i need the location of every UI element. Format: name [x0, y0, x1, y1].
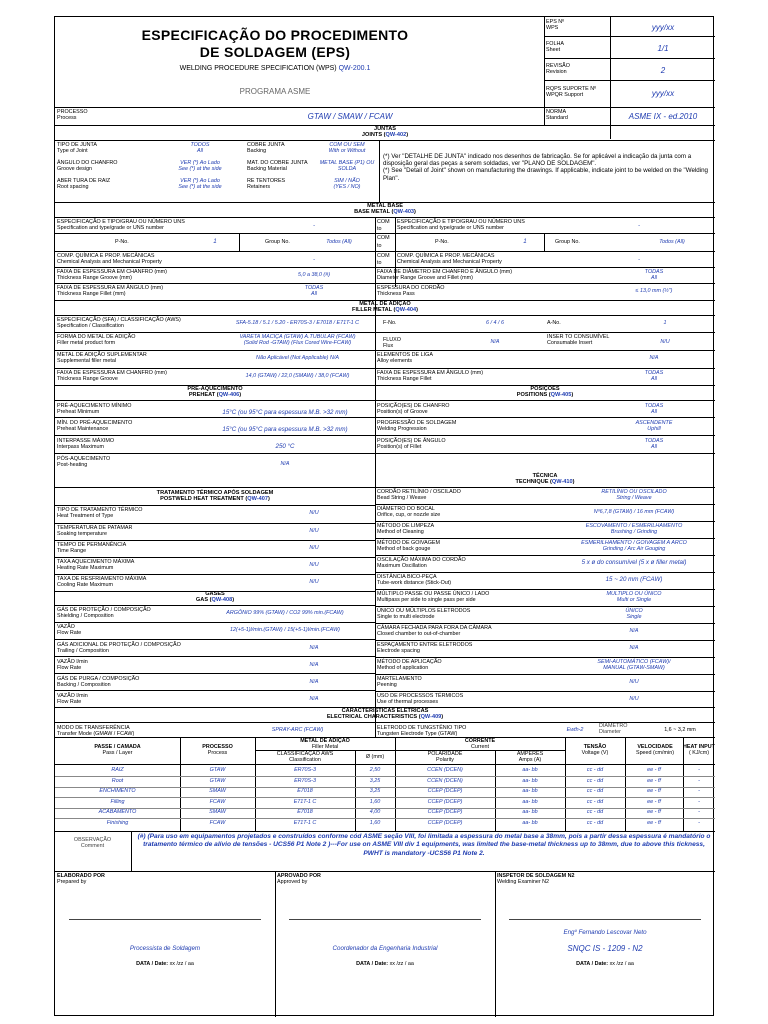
- heating-rate-label: TAXA AQUECIMENTO MÁXIMA Heating Rate Maximum: [57, 559, 135, 572]
- thermal-label: USO DE PROCESSOS TÉRMICOS Use of thermal processes: [377, 693, 464, 706]
- supplemental-label: METAL DE ADIÇÃO SUPLEMENTAR Supplemental filler metal: [57, 352, 147, 365]
- table-cell-pass: ACABAMENTO: [98, 809, 137, 815]
- table-cell-pol: CCEP (DCEP): [427, 798, 463, 805]
- joint-type-value: TODOS All: [190, 142, 210, 155]
- to-label-2: to: [377, 243, 382, 249]
- col-pass: PASSE / CAMADA Pass / Layer: [94, 744, 141, 757]
- bead-value: RETILÍNIO OU OSCILADO String / Weave: [601, 489, 667, 502]
- table-cell-amp: aa- bb: [522, 798, 538, 805]
- supplemental-value: Não Aplicável (Not Applicable) N/A: [256, 355, 339, 361]
- base-comp-value: -: [313, 257, 315, 263]
- table-cell-volt: cc - dd: [586, 809, 604, 815]
- multipass-value: MULTIPLO OU ÚNICO Multi or Single: [606, 591, 662, 604]
- table-cell-pol: CCEP (DCEP): [427, 819, 463, 826]
- base-groove-range-label: FAIXA DE ESPESSURA EM CHANFRO (mm) Thickness Range Groove (mm): [57, 269, 167, 282]
- observation-label: OBSERVAÇÃO Comment: [73, 837, 112, 850]
- peening-label: MARTELAMENTO Peening: [377, 676, 422, 689]
- chamber-label: CÂMARA FECHADA PARA FORA DA CÂMARA Closed chamber to out-of-chamber: [377, 625, 492, 638]
- standard-value: ASME IX - ed.2010: [628, 112, 698, 121]
- pass-thickness-label: ESPESSURA DO CORDÃO Thickness Pass: [377, 285, 445, 298]
- table-cell-amp: aa- bb: [522, 819, 538, 826]
- progression-value: ASCENDENTE Uphill: [635, 420, 673, 433]
- group-label: Group No.: [265, 239, 290, 245]
- approved-role: Coordenador da Engenharia Industrial: [332, 945, 438, 952]
- insert-label: INSER TO CONSUMÍVEL Consumable Insert: [547, 334, 610, 347]
- filler-form-label: FORMA DO METAL DE ADIÇÃO Filler metal product form: [57, 334, 136, 347]
- base-spec-value: -: [313, 223, 315, 229]
- oscillation-value: 5 x ø do consumível (5 x ø filler metal): [581, 559, 687, 566]
- root-spacing-value: VER (*) Ao Lado See (*) at the side: [178, 178, 222, 191]
- examiner-cert: SNQC IS - 1209 - N2: [567, 944, 643, 953]
- group2-label: Group No.: [555, 239, 580, 245]
- table-cell-diam: 2,50: [369, 767, 381, 773]
- groove-design-value: VER (*) Ao Lado See (*) at the side: [178, 160, 222, 173]
- shielding-value: ARGÔNIO 99% (GTAW) / CO2 99% min.(FCAW): [226, 610, 344, 616]
- groove-position-value: TODAS All: [644, 403, 664, 416]
- group2-value: Todos (All): [659, 239, 685, 245]
- table-cell-cls: E7018: [297, 809, 313, 815]
- joints-section-title: JUNTAS JOINTS (QW-402): [361, 126, 409, 139]
- transfer-mode-value: SPRAY-ARC (FCAW): [271, 727, 324, 733]
- table-cell-volt: cc - dd: [586, 767, 604, 773]
- backing-material-value: METAL BASE (P1) OU SOLDA: [319, 160, 375, 173]
- pno-value: 1: [213, 238, 217, 245]
- tungsten-value: Ewth-2: [566, 727, 584, 733]
- table-cell-speed: ee - ff: [647, 798, 661, 805]
- table-cell-volt: cc - dd: [586, 819, 604, 826]
- electrical-section-title: CARACTERÍSTICAS ELÉTRICAS ELECTRICAL CHARACTERISTICS (QW-409): [326, 708, 444, 721]
- pwht-type-value: N/U: [309, 510, 319, 516]
- heating-rate-value: N/U: [309, 562, 319, 568]
- backing-flow-label: VAZÃO l/min Flow Rate: [57, 693, 88, 706]
- process-value: GTAW / SMAW / FCAW: [307, 112, 393, 121]
- postheat-value: N/A: [280, 461, 290, 467]
- table-cell-volt: cc - dd: [586, 777, 604, 784]
- pwht-type-label: TIPO DE TRATAMENTO TÉRMICO Heat Treatment of Type: [57, 507, 143, 520]
- chamber-value: N/A: [629, 628, 639, 634]
- table-cell-amp: aa- bb: [522, 788, 538, 794]
- pwht-section-title: TRATAMENTO TÉRMICO APÓS SOLDAGEM POSTWELD HEAT TREATMENT (QW-407): [156, 490, 274, 503]
- filler-fillet-range-label: FAIXA DE ESPESSURA EM ÂNGULO (mm) Thickness Range Fillet: [377, 370, 484, 383]
- flux-value: N/A: [490, 339, 500, 345]
- shielding-label: GÁS DE PROTEÇÃO / COMPOSIÇÃO Shielding / Composition: [57, 607, 151, 620]
- application-label: MÉTODO DE APLICAÇÃO Method of application: [377, 659, 442, 672]
- progression-label: PROGRESSÃO DE SOLDAGEM Welding Progression: [377, 420, 457, 433]
- table-cell-pass: Finishing: [106, 819, 129, 826]
- table-cell-diam: 1,60: [369, 798, 381, 805]
- preheat-maint-value: 15°C (ou 95°C para espessura M.B. >32 mm): [222, 426, 348, 433]
- base-fillet-range-value: TODAS All: [304, 285, 324, 298]
- stickout-value: 15 ~ 20 mm (FCAW): [605, 576, 663, 583]
- alloy-value: N/A: [649, 355, 659, 361]
- eps-value: yyy/xx: [651, 23, 675, 32]
- table-cell-speed: ee - ff: [647, 809, 661, 815]
- examiner-date: DATA / Date: xx /zz / aa: [576, 961, 634, 967]
- examiner-signature-line[interactable]: [509, 919, 701, 920]
- table-cell-pass: ENCHIMENTO: [99, 788, 136, 794]
- table-cell-pol: CCEN (DCEN): [427, 767, 463, 773]
- group-value: Todos (All): [326, 239, 352, 245]
- soaking-temp-label: TEMPERATURA DE PATAMAR Soaking temperature: [57, 525, 133, 538]
- table-cell-cls: ER70S-3: [294, 777, 316, 784]
- eps-label: EPS Nº WPS: [546, 19, 565, 32]
- table-cell-proc: GTAW: [209, 777, 226, 784]
- flow-rate-value: 12(+5-1)l/min.(GTAW) / 15(+5-1)l/min.(FCAW): [230, 627, 340, 633]
- examiner-label: INSPETOR DE SOLDAGEM N2 Welding Examiner N2: [497, 873, 575, 886]
- application-value: SEMI-AUTOMÁTICO (FCAW)/ MANUAL (GTAW-SMAW): [597, 659, 671, 672]
- flux-label: FLUXO Flux: [383, 337, 401, 350]
- com-label-2: COM: [377, 235, 390, 241]
- nozzle-value: Nº6,7,8 (GTAW) / 16 mm (FCAW): [593, 509, 675, 515]
- preheat-min-label: PRÉ-AQUECIMENTO MÍNIMO Preheat Minimum: [57, 403, 132, 416]
- table-cell-volt: cc - dd: [586, 798, 604, 805]
- preheat-section-title: PRÉ-AQUECIMENTO PREHEAT (QW-406): [187, 386, 243, 399]
- cleaning-label: MÉTODO DE LIMPEZA Method of Cleaning: [377, 523, 435, 536]
- nozzle-label: DIÂMETRO DO BOCAL Orifice, cup, or nozzle size: [377, 506, 441, 519]
- form-subtitle: WELDING PROCEDURE SPECIFICATION (WPS) QW-200.1: [179, 65, 371, 72]
- root-spacing-label: ABER TURA DE RAIZ Root spacing: [57, 178, 111, 191]
- table-cell-cls: ER70S-3: [294, 767, 316, 773]
- filler-groove-range-label: FAIXA DE ESPESSURA EM CHANFRO (mm) Thickness Range Groove: [57, 370, 167, 383]
- table-cell-proc: FCAW: [209, 798, 226, 805]
- pno-label: P-No.: [115, 239, 129, 245]
- time-range-value: N/U: [309, 545, 319, 551]
- table-cell-proc: SMAW: [209, 809, 226, 815]
- table-cell-amp: aa- bb: [522, 809, 538, 815]
- com-label-3: COM: [377, 253, 390, 259]
- retainers-value: SIM / NÃO (YES / NO): [333, 178, 361, 191]
- backing-flow-value: N/A: [309, 696, 319, 702]
- ano-value: 1: [663, 320, 667, 326]
- program-label: PROGRAMA ASME: [239, 87, 311, 96]
- table-cell-speed: ee - ff: [647, 788, 661, 794]
- sheet-label: FOLHA Sheet: [546, 41, 564, 54]
- prepared-signature-line[interactable]: [69, 919, 261, 920]
- backing-material-label: MAT. DO COBRE JUNTA Backing Material: [247, 160, 308, 173]
- postheat-label: PÓS-AQUECIMENTO Post-heating: [57, 456, 111, 469]
- table-cell-heat: -: [698, 809, 700, 815]
- pno2-label: P-No.: [435, 239, 449, 245]
- cooling-rate-label: TAXA DE RESFRIAMENTO MÁXIMA Cooling Rate Maximum: [57, 576, 147, 589]
- peening-value: N/U: [629, 679, 639, 685]
- com-label: COM: [377, 219, 390, 225]
- tungsten-label: ELETRODO DE TUNGSTÊNIO TIPO Tungsten Electrode Type (GTAW): [377, 725, 467, 738]
- table-cell-amp: aa- bb: [522, 777, 538, 784]
- table-cell-cls: E71T-1 C: [293, 819, 317, 826]
- col-diameter: Ø (mm): [365, 754, 385, 760]
- oscillation-label: OSCILAÇÃO MÁXIMA DO CORDÃO Maximum Oscillation: [377, 557, 466, 570]
- filler-fillet-range-value: TODAS All: [644, 370, 664, 383]
- base-fillet-range-label: FAIXA DE ESPESSURA EM ÂNGULO (mm) Thickness Range Fillet (mm): [57, 285, 164, 298]
- pno2-value: 1: [523, 238, 527, 245]
- spacing-label: ESPAÇAMENTO ENTRE ELETRODOS Electrode spacing: [377, 642, 473, 655]
- table-cell-diam: 3,25: [369, 777, 381, 784]
- base-comp2-value: -: [638, 257, 640, 263]
- table-cell-proc: FCAW: [209, 819, 226, 826]
- wpqr-label: RQPS SUPORTE Nº WPQR Support: [546, 86, 597, 99]
- col-polarity: POLARIDADE Polarity: [427, 751, 463, 764]
- joint-type-label: TIPO DE JUNTA Type of Joint: [57, 142, 98, 155]
- stickout-label: DISTÂNCIA BICO-PEÇA Tube-work distance (Stick-Out): [377, 574, 452, 587]
- trailing-flow-label: VAZÃO l/min Flow Rate: [57, 659, 88, 672]
- filler-spec-label: ESPECIFICAÇÃO (SFA) / CLASSIFICAÇÃO (AWS) Specification / Classification: [57, 317, 181, 330]
- base-groove-range-value: 5,0 a 38,0 (#): [297, 272, 331, 278]
- col-current: CORRENTE Current: [464, 738, 496, 751]
- multipass-label: MÚLTIPLO PASSE OU PASSE ÚNICO / LADO Multipass per side to single pass per side: [377, 591, 490, 604]
- preheat-maint-label: MÍN. DO PRÉ-AQUECIMENTO Preheat Maintenance: [57, 420, 133, 433]
- table-cell-pol: CCEN (DCEN): [427, 777, 463, 784]
- revision-label: REVISÃO Revision: [546, 63, 570, 76]
- table-cell-heat: -: [698, 819, 700, 826]
- wpqr-value: yyy/xx: [651, 89, 675, 98]
- cleaning-value: ESCOVAMENTO / ESMERILHAMENTO Brushing / Grinding: [585, 523, 683, 536]
- table-cell-diam: 1,60: [369, 819, 381, 826]
- insert-value: N/U: [660, 339, 670, 345]
- col-heat-input: HEAT INPUT ( KJ/cm): [683, 744, 715, 757]
- base-spec2-label: ESPECIFICAÇÃO E TIPO/GRAU OU NÚMERO UNS Specification and type/grade or UNS number: [397, 219, 525, 232]
- alloy-label: ELEMENTOS DE LIGA Alloy elements: [377, 352, 433, 365]
- col-filler: METAL DE ADIÇÃO Filler Metal: [300, 738, 350, 751]
- backing-gas-label: GÁS DE PURGA / COMPOSIÇÃO Backing / Composition: [57, 676, 140, 689]
- backing-value: COM OU SEM With or Without: [328, 142, 366, 155]
- time-range-label: TEMPO DE PERMANÊNCIA Time Range: [57, 542, 127, 555]
- trailing-label: GÁS ADICIONAL DE PROTEÇÃO / COMPOSIÇÃO Trailing / Composition: [57, 642, 181, 655]
- fillet-position-value: TODAS All: [644, 438, 664, 451]
- form-title: ESPECIFICAÇÃO DO PROCEDIMENTO DE SOLDAGEM (EPS): [141, 27, 409, 60]
- wps-form: [54, 16, 714, 1016]
- revision-value: 2: [660, 66, 666, 75]
- to-label-3: to: [377, 260, 382, 266]
- process-label: PROCESSO Process: [57, 109, 88, 122]
- interpass-label: INTERPASSE MÁXIMO Interpass Maximum: [57, 438, 115, 451]
- sheet-value: 1/1: [657, 44, 669, 53]
- approved-label: APROVADO POR Approved by: [277, 873, 321, 886]
- base-comp2-label: COMP. QUÍMICA E PROP. MECÂNICAS Chemical Analysis and Mechanical Property: [397, 253, 502, 266]
- table-cell-pass: RAIZ: [111, 767, 124, 773]
- table-cell-cls: E71T-1 C: [293, 798, 317, 805]
- approved-date: DATA / Date: xx /zz / aa: [356, 961, 414, 967]
- col-process: PROCESSO Process: [202, 744, 233, 757]
- joint-note: (*) Ver "DETALHE DE JUNTA" indicado nos desenhos de fabricação. Se for aplicável a indicação da junta com a disposição geral das peças a serem soldadas, ver "PLANO DE SOLDAGEM". (*) See "Detail of Joint" shown on manufacturing the drawings. If applicable, indicate joint to be welded on the "Welding Plan".: [383, 153, 708, 182]
- base-metal-section-title: METAL BASE BASE METAL (QW-403): [354, 203, 416, 216]
- table-cell-pol: CCEP (DCEP): [427, 809, 463, 815]
- positions-section-title: POSIÇÕES POSITIONS (QW-405): [516, 386, 574, 399]
- col-voltage: TENSÃO Voltage (V): [581, 744, 609, 757]
- base-spec2-value: -: [638, 223, 640, 229]
- examiner-name: Engº Fernando Lescovar Neto: [563, 929, 647, 936]
- col-classification: CLASSIFICAÇÃO AWS Classification: [276, 751, 334, 764]
- diameter-range-label: FAIXA DE DIÂMETRO EM CHANFRO E ÂNGULO (mm) Diameter Range Groove and Fillet (mm): [377, 269, 513, 282]
- interpass-value: 250 °C: [275, 443, 295, 450]
- to-label: to: [377, 226, 382, 232]
- prepared-date: DATA / Date: xx /zz / aa: [136, 961, 194, 967]
- table-cell-pol: CCEP (DCEP): [427, 788, 463, 794]
- preheat-min-value: 15°C (ou 95°C para espessura M.B. >32 mm): [222, 409, 348, 416]
- gas-section-title: GASES GAS (QW-408): [195, 591, 235, 604]
- table-cell-pass: Root: [111, 777, 124, 784]
- table-cell-diam: 3,25: [369, 788, 381, 794]
- backgouge-label: MÉTODO DE GOIVAGEM Method of back gouge: [377, 540, 440, 553]
- filler-form-value: VARETA MACIÇA (GTAW) A.TUBULAR (FCAW) (Solid Rod -GTAW) (Flux Cored Wire-FCAW): [239, 334, 356, 347]
- backing-label: COBRE JUNTA Backing: [247, 142, 285, 155]
- trailing-value: N/A: [309, 645, 319, 651]
- col-amps: AMPÈRES Amps (A): [516, 751, 544, 764]
- table-cell-pass: Filling: [110, 798, 125, 805]
- groove-position-label: POSIÇÃO(ES) DE CHANFRO Position(s) of Groove: [377, 403, 450, 416]
- table-cell-cls: E7018: [297, 788, 313, 794]
- table-cell-volt: cc - dd: [586, 788, 604, 794]
- cooling-rate-value: N/U: [309, 579, 319, 585]
- fillet-position-label: POSIÇÃO(ES) DE ÂNGULO Position(s) of Fillet: [377, 438, 446, 451]
- table-cell-speed: ee - ff: [647, 767, 661, 773]
- transfer-mode-label: MODO DE TRANSFERÊNCIA Transfer Mode (GMAW / FCAW): [57, 725, 135, 738]
- prepared-label: ELABORADO POR Prepared by: [57, 873, 105, 886]
- fno-label: F-No.: [383, 320, 397, 326]
- bead-label: CORDÃO RETILÍNIO / OSCILADO Bead String / Weave: [377, 489, 461, 502]
- electrode-value: ÚNICO Single: [625, 608, 643, 621]
- retainers-label: RE TENTORES Retainers: [247, 178, 286, 191]
- table-cell-speed: ee - ff: [647, 777, 661, 784]
- filler-groove-range-value: 14,0 (GTAW) / 22,0 (SMAW) / 38,0 (FCAW): [245, 373, 350, 379]
- backgouge-value: ESMERILHAMENTO / GOIVAGEM A ARCO Grinding / Arc Air Gouging: [581, 540, 687, 553]
- table-cell-heat: -: [698, 767, 700, 773]
- col-speed: VELOCIDADE Speed (cm/min): [635, 744, 675, 757]
- thermal-value: N/U: [629, 696, 639, 702]
- base-comp-label: COMP. QUÍMICA E PROP. MECÂNICAS Chemical Analysis and Mechanical Property: [57, 253, 162, 266]
- table-cell-diam: 4,00: [369, 809, 381, 815]
- diameter-value: 1,6 ~ 3,2 mm: [664, 727, 696, 733]
- approved-signature-line[interactable]: [289, 919, 481, 920]
- flow-rate-label: VAZÃO Flow Rate: [57, 624, 82, 637]
- groove-design-label: ÂNGULO DO CHANFRO Groove design: [57, 160, 118, 173]
- soaking-temp-value: N/U: [309, 528, 319, 534]
- technique-section-title: TÉCNICA TECHNIQUE (QW-410): [515, 473, 575, 486]
- table-cell-proc: SMAW: [209, 788, 226, 794]
- fno-value: 6 / 4 / 6: [486, 320, 504, 326]
- table-cell-heat: -: [698, 788, 700, 794]
- ano-label: A-No.: [547, 320, 561, 326]
- standard-label: NORMA Standard: [546, 109, 568, 122]
- prepared-role: Processista de Soldagem: [129, 945, 201, 952]
- diameter-range-value: TODAS All: [644, 269, 664, 282]
- pass-thickness-value: ≤ 13,0 mm (½"): [635, 288, 673, 294]
- table-cell-heat: -: [698, 777, 700, 784]
- table-cell-heat: -: [698, 798, 700, 805]
- diameter-label: DIÂMETRO Diameter: [599, 723, 628, 736]
- table-cell-proc: GTAW: [209, 767, 226, 773]
- base-spec-label: ESPECIFICAÇÃO E TIPO/GRAU OU NÚMERO UNS Specification and type/grade or UNS number: [57, 219, 185, 232]
- table-cell-speed: ee - ff: [647, 819, 661, 826]
- electrode-label: ÚNICO OU MÚLTIPLOS ELETRODOS Single to multi electrode: [377, 608, 471, 621]
- filler-section-title: METAL DE ADIÇÃO FILLER METAL (QW-404): [352, 301, 418, 314]
- filler-spec-value: SFA-5.18 / 5.1 / 5.20 - ER70S-3 / E7018 / E71T-1 C: [235, 320, 360, 326]
- observation-text: (#) (Para uso em equipamentos projetados e construídos conforme cód ASME seção VIII, foi limitada a espessura do metal base a 38mm, pois a partir dessa espessura é mandatório o tratamento térmico de alívio de tensões - UCS56 P1 Note 2 )---For use on ASME VIII div 1 equipments, was limited the base-metal thickness up to 38mm, due to above this tickness, PWHT is mandatory -UCS56 P1 Note 2.: [137, 833, 711, 857]
- trailing-flow-value: N/A: [309, 662, 319, 668]
- table-cell-amp: aa- bb: [522, 767, 538, 773]
- spacing-value: N/A: [629, 645, 639, 651]
- backing-gas-value: N/A: [309, 679, 319, 685]
